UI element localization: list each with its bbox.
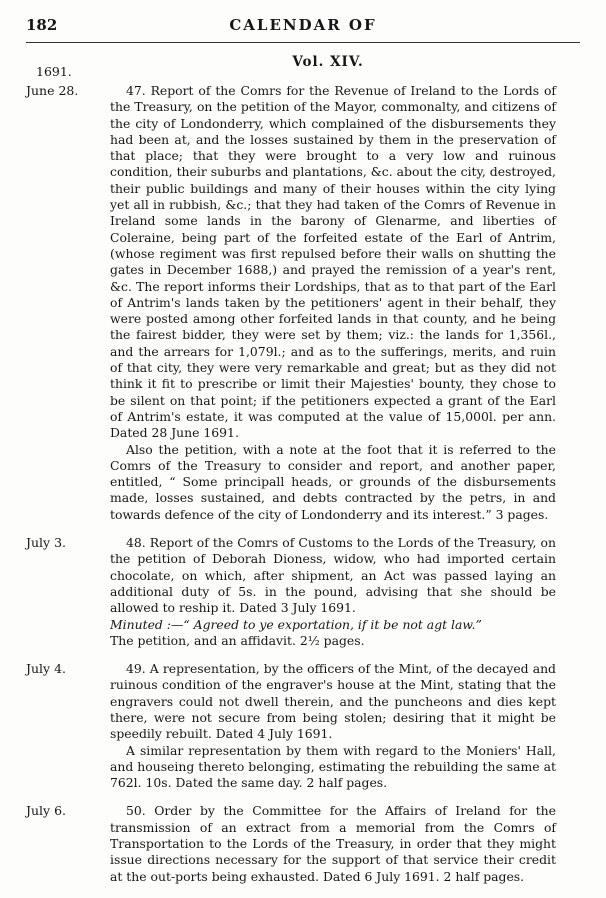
page-header — [26, 16, 580, 40]
page-number: 182 — [26, 16, 58, 34]
entry-text: 49. A representation, by the officers of the Mint, of the decayed and ruinous condition of the engraver's house at the Mint, stating that the engravers could not dwell therein, and the puncheons and dies kept there, were not secure from being stolen; desiring that it might be speedily rebuilt. Dated 4 July 1691. — [110, 661, 556, 742]
entry-text: 50. Order by the Committee for the Affairs of Ireland for the transmission of an extract from a memorial from the Comrs of Transportation to the Lords of the Treasury, in order that they might issue directions necessary for the support of that service their credit at the out-ports being exhausted. Dated 6 July 1691. 2 half pages. — [110, 803, 556, 884]
entry-text: 47. Report of the Comrs for the Revenue of Ireland to the Lords of the Treasury, on the petition of the Mayor, commonalty, and citizens of the city of Londonderry, which complained of the disbursements they had been at, and the losses sustained by them in the preservation of that place; that they were brought to a very low and ruinous condition, their suburbs and plantations, &c. about the city, destroyed, their public buildings and many of their houses within the city lying yet all in rubbish, &c.; that they had taken of the Comrs of Revenue in Ireland some lands in the barony of Glenarme, and liberties of Coleraine, being part of the forfeited estate of the Earl of Antrim, (whose regiment was first repulsed before their walls on shutting the gates in December 1688,) and prayed the remission of a year's rent, &c. The report informs their Lordships, that as to that part of the Earl of Antrim's lands taken by the petitioners' agent in their behalf, they were posted among other forfeited lands in that county, and he being the fairest bidder, they were set by them; viz.: the lands for 1,356l., and the arrears for 1,079l.; and as to the sufferings, merits, and ruin of that city, they were very remarkable and great; but as they did not think it fit to prescribe or limit their Majesties' bounty, they chose to be silent on that point; if the petitioners expected a grant of the Earl of Antrim's estate, it was computed at the value of 15,000l. per ann. Dated 28 June 1691. — [110, 83, 556, 441]
entry-text: The petition, and an affidavit. 2½ pages. — [110, 632, 365, 648]
entry-47 — [26, 83, 556, 523]
running-title: CALENDAR OF — [229, 16, 377, 34]
entry-text: 48. Report of the Comrs of Customs to the Lords of the Treasury, on the petition of Deborah Dioness, widow, who had imported certain chocolate, on which, after shipment, an Act was passed laying an additional duty of 5s. in the pound, advising that she should be allowed to reship it. Dated 3 July 1691. — [110, 535, 556, 616]
entry-date: July 3. — [26, 535, 67, 551]
entry-date: July 6. — [26, 803, 67, 819]
entry-text: Also the petition, with a note at the foot that it is referred to the Comrs of the Treasury to consider and report, and another paper, entitled, “ Some principall heads, or grounds of the disbursements made, losses sustained, and debts contracted by the petrs, in and towards defence of the city of Londonderry and its interest.” 3 pages. — [110, 441, 556, 522]
entry-minute: Minuted :—“ Agreed to ye exportation, if it be not agt law.” — [110, 616, 482, 632]
header-rule — [26, 42, 580, 43]
volume-heading: Vol. XIV. — [292, 54, 364, 70]
entry-text: A similar representation by them with regard to the Moniers' Hall, and houseing thereto belonging, estimating the rebuilding the same at 762l. 10s. Dated the same day. 2 half pages. — [110, 742, 556, 791]
year-label: 1691. — [36, 64, 72, 79]
entry-date: June 28. — [26, 83, 79, 98]
entry-48 — [26, 535, 556, 649]
entry-date: July 4. — [26, 661, 67, 677]
entries-list — [26, 83, 556, 885]
entry-49 — [26, 661, 556, 791]
entry-50 — [26, 803, 556, 884]
